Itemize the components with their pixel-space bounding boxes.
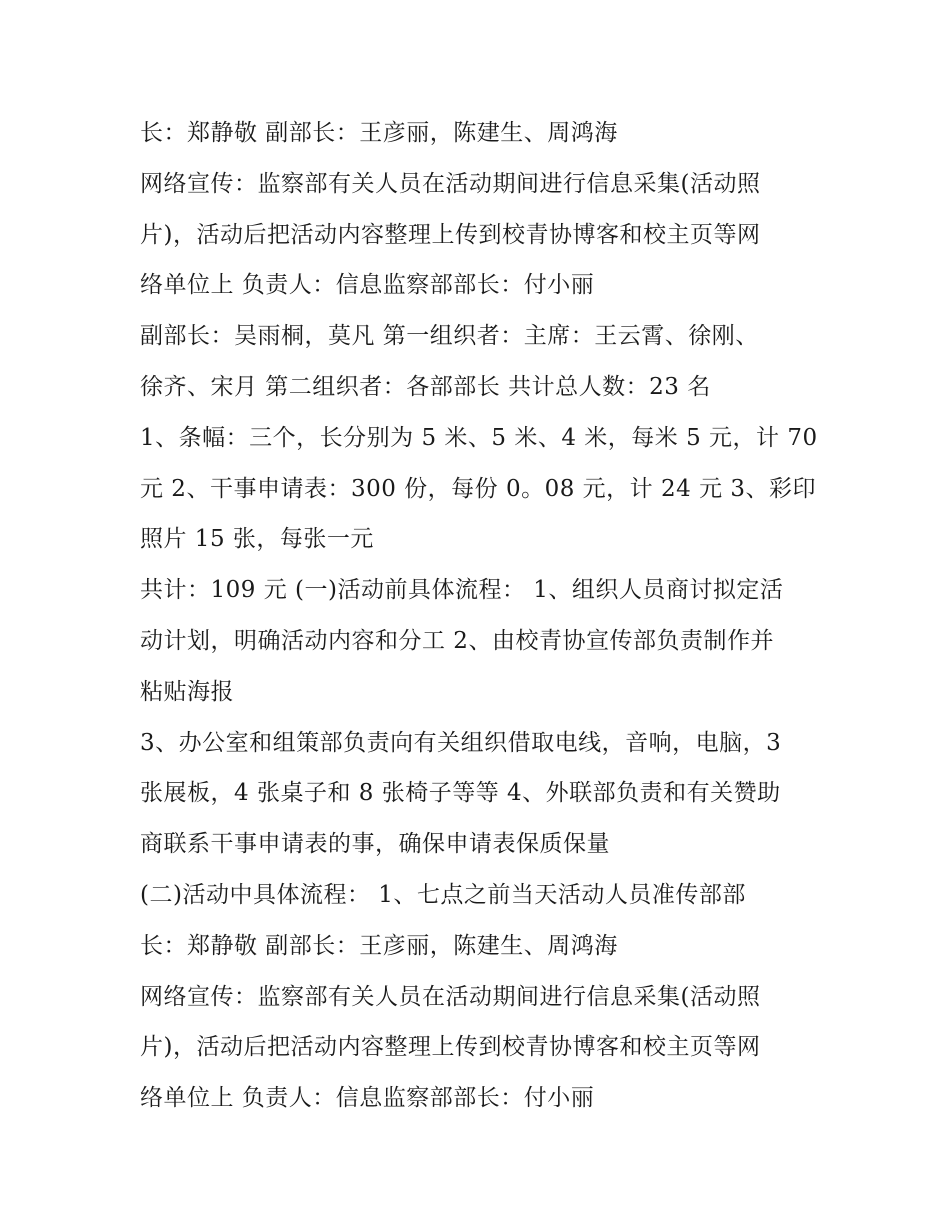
- text-line: 网络宣传：监察部有关人员在活动期间进行信息采集(活动照: [140, 170, 761, 197]
- text-line: 3、办公室和组策部负责向有关组织借取电线，音响，电脑，3: [140, 729, 782, 756]
- document-body: [140, 108, 820, 1124]
- text-line: 长：郑静敬 副部长：王彦丽，陈建生、周鸿海: [140, 120, 618, 146]
- text-line: (二)活动中具体流程： 1、七点之前当天活动人员准传部部: [140, 881, 746, 908]
- text-line: 片)，活动后把活动内容整理上传到校青协博客和校主页等网: [140, 221, 761, 248]
- text-line: 照片 15 张，每张一元: [140, 526, 374, 553]
- text-line: 粘贴海报: [140, 678, 234, 705]
- text-line: 片)，活动后把活动内容整理上传到校青协博客和校主页等网: [140, 1034, 761, 1061]
- text-line: 网络宣传：监察部有关人员在活动期间进行信息采集(活动照: [140, 983, 761, 1010]
- text-line: 络单位上 负责人：信息监察部部长：付小丽: [140, 272, 595, 299]
- text-line: 长：郑静敬 副部长：王彦丽，陈建生、周鸿海: [140, 932, 618, 959]
- text-line: 共计：109 元 (一)活动前具体流程： 1、组织人员商讨拟定活: [140, 577, 784, 604]
- text-line: 副部长：吴雨桐，莫凡 第一组织者：主席：王云霄、徐刚、: [140, 323, 759, 350]
- text-line: 徐齐、宋月 第二组织者：各部部长 共计总人数：23 名: [140, 373, 711, 400]
- text-line: 1、条幅：三个，长分别为 5 米、5 米、4 米，每米 5 元，计 70: [140, 424, 818, 451]
- text-line: 张展板，4 张桌子和 8 张椅子等等 4、外联部负责和有关赞助: [140, 780, 781, 807]
- text-line: 络单位上 负责人：信息监察部部长：付小丽: [140, 1085, 595, 1112]
- text-line: 商联系干事申请表的事，确保申请表保质保量: [140, 831, 610, 858]
- text-line: 元 2、干事申请表：300 份，每份 0。08 元，计 24 元 3、彩印: [140, 475, 817, 502]
- text-line: 动计划，明确活动内容和分工 2、由校青协宣传部负责制作并: [140, 627, 774, 654]
